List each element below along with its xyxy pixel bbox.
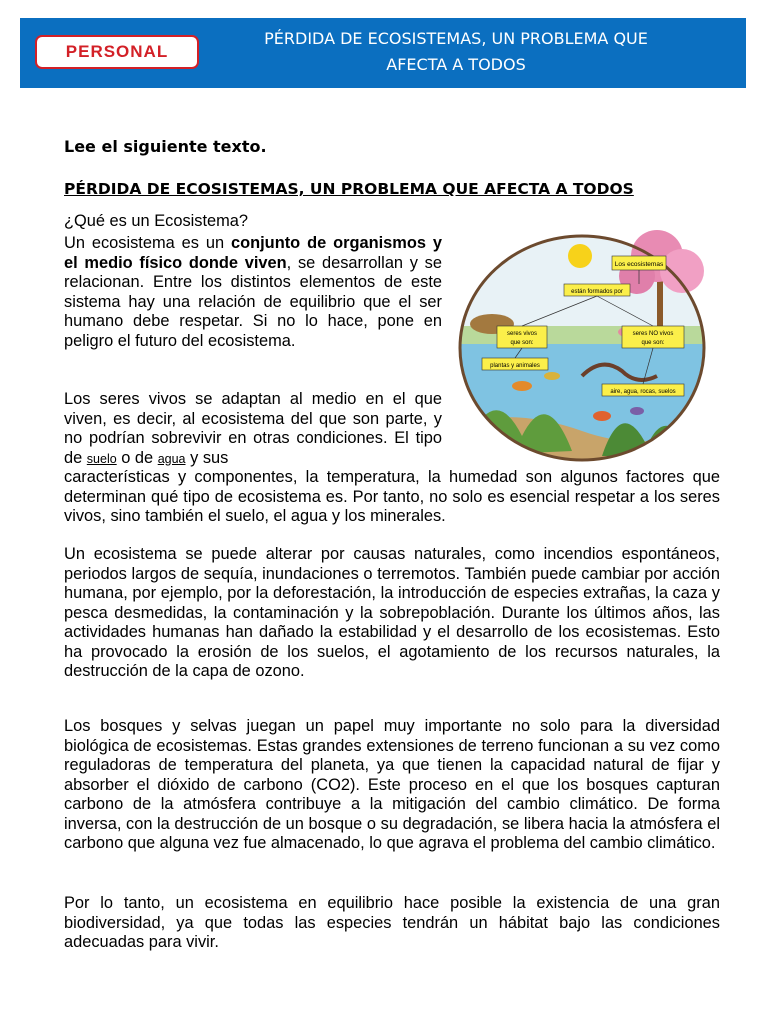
word-suelo: suelo bbox=[86, 451, 117, 466]
article-title: PÉRDIDA DE ECOSISTEMAS, UN PROBLEMA QUE AFECTA A TODOS bbox=[64, 180, 634, 198]
p2-a: Los seres vivos se adaptan al medio en el que viven, es decir, al ecosistema del que son parte, y no podrían sobrevivir en otras condiciones. El tipo de bbox=[64, 390, 442, 467]
ecosystem-illustration bbox=[452, 226, 718, 466]
diagram-label-plantas: plantas y animales bbox=[490, 363, 540, 369]
header-title-line1: PÉRDIDA DE ECOSISTEMAS, UN PROBLEMA QUE bbox=[264, 29, 648, 48]
question-heading: ¿Qué es un Ecosistema? bbox=[64, 212, 249, 230]
intro-instruction: Lee el siguiente texto. bbox=[64, 137, 267, 156]
p1-pre: Un ecosistema es un bbox=[64, 234, 231, 252]
diagram-label-seres-vivos: seres vivos bbox=[506, 331, 538, 337]
paragraph-4: Los bosques y selvas juegan un papel muy importante no solo para la diversidad biológica de ecosistemas. Estas grandes extensiones de terreno funcionan a su vez como reguladoras de temperatura del planeta, ya que tienen la capacidad natural de fijar y absorber el dióxido de carbono (CO2). Este proceso en el que los bosques capturan carbono de la atmósfera contribuye a la mitigación del cambio climático. De forma inversa, con la destrucción de un bosque o su degradación, se libera hacia la atmósfera el carbono que alguna vez fue almacenado, lo que agrava el problema del cambio climático. bbox=[64, 717, 720, 852]
p2-b: o de bbox=[116, 448, 158, 467]
p1-post: , se desarrollan y se relacionan. Entre los distintos elementos de este sistema hay una relación de equilibrio que el ser humano debe respetar. Si no lo hace, pone en peligro el futuro del ecosistema. bbox=[64, 253, 442, 350]
diagram-label-seres-no-vivos: seres NO vivos bbox=[632, 331, 674, 337]
word-agua: agua bbox=[157, 451, 186, 466]
p1-bold: conjunto de organismos y el medio físico donde viven bbox=[64, 234, 443, 272]
p2-c: y sus bbox=[185, 448, 229, 467]
diagram-label-que-son-2: que son: bbox=[641, 340, 665, 346]
paragraph-1 bbox=[64, 234, 442, 351]
header-banner bbox=[20, 18, 746, 88]
personal-badge: PERSONAL bbox=[35, 35, 199, 69]
paragraph-2-rest: características y componentes, la temperatura, la humedad son algunos factores que determinan qué tipo de ecosistema es. Por tanto, no solo es esencial respetar a los seres vivos, sino también el suelo, el agua y los minerales. bbox=[64, 468, 720, 525]
diagram-label-aire: aire, agua, rocas, suelos bbox=[610, 389, 676, 395]
paragraph-5: Por lo tanto, un ecosistema en equilibrio hace posible la existencia de una gran biodiversidad, ya que todas las especies tendrán un hábitat bajo las condiciones adecuadas para vivir. bbox=[64, 894, 720, 951]
header-title bbox=[238, 26, 674, 78]
diagram-label-que-son-1: que son: bbox=[510, 340, 534, 346]
paragraph-3: Un ecosistema se puede alterar por causas naturales, como incendios espontáneos, periodos largos de sequía, inundaciones o terremotos. También puede cambiar por acción humana, por ejemplo, por la deforestación, la introducción de especies extrañas, la caza y pesca desmedidas, la contaminación y la sobrepoblación. Durante los últimos años, las actividades humanas han dañado la estabilidad y el desarrollo de los ecosistemas. Esto ha provocado la erosión de los suelos, el agotamiento de los recursos naturales, la destrucción de la capa de ozono. bbox=[64, 545, 720, 680]
diagram-label-formados: están formados por bbox=[571, 289, 623, 295]
header-title-line2: AFECTA A TODOS bbox=[386, 55, 526, 74]
diagram-label-ecosistemas: Los ecosistemas bbox=[614, 261, 664, 268]
paragraph-2-top bbox=[64, 390, 442, 469]
